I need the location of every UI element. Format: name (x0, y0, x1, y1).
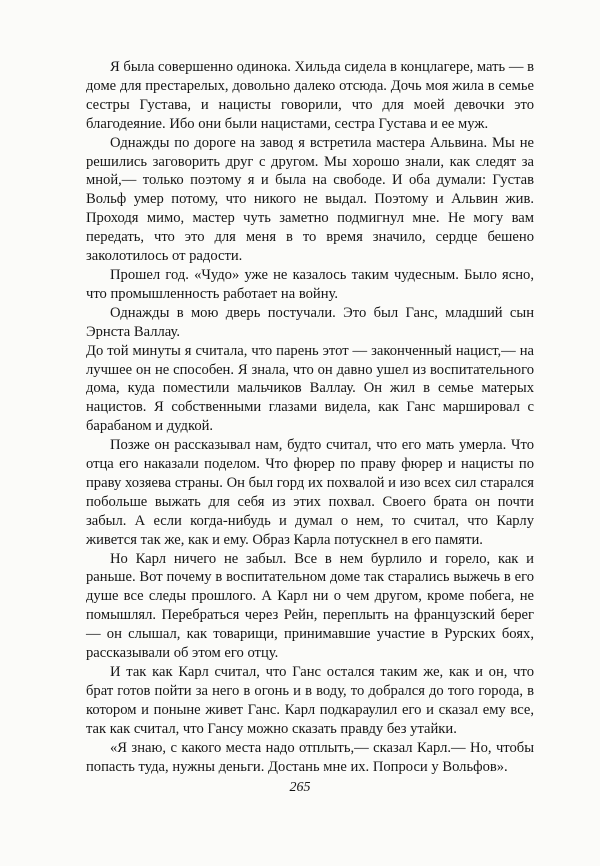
paragraph: Однажды в мою дверь постучали. Это был Ганс, младший сын Эрнста Валлау. (86, 304, 534, 340)
paragraph: Но Карл ничего не забыл. Все в нем бурлило и горело, как и раньше. Вот почему в воспитательном доме так старались выжечь в его душе все следы прошлого. А Карл ни о чем другом, кроме побега, не помышлял. Перебраться через Рейн, переплыть на французский берег — он слышал, как товарищи, принимавшие участие в Рурских боях, рассказывали об этом его отцу. (86, 550, 534, 662)
paragraph: Позже он рассказывал нам, будто считал, что его мать умерла. Что отца его наказали поделом. Что фюрер по праву фюрер и нацисты по праву хозяева страны. Он был горд их похвалой и изо всех сил старался побольше выжать для себя из этих похвал. Своего брата он почти забыл. А если когда-нибудь и думал о нем, то считал, что Карлу живется так же, как и ему. Образ Карла потускнел в его памяти. (86, 437, 534, 548)
paragraph: И так как Карл считал, что Ганс остался таким же, как и он, что брат готов пойти за него в огонь и в воду, то добрался до того города, в котором и поныне живет Ганс. Карл подкараулил его и сказал ему все, так как считал, что Гансу можно сказать правду без утайки. (86, 664, 534, 737)
paragraph: Я была совершенно одинока. Хильда сидела в концлагере, мать — в доме для престарелых, довольно далеко отсюда. Дочь моя жила в семье сестры Густава, и нацисты говорили, что для моей девочки это благодеяние. Ибо они были нацистами, сестра Густава и ее муж. (86, 59, 534, 132)
paragraph: «Я знаю, с какого места надо отплыть,— сказал Карл.— Но, чтобы попасть туда, нужны деньги. Достань мне их. Попроси у Вольфов». (86, 739, 534, 775)
book-page-text (86, 58, 534, 776)
paragraph: Прошел год. «Чудо» уже не казалось таким чудесным. Было ясно, что промышленность работает на войну. (86, 266, 534, 302)
paragraph: До той минуты я считала, что парень этот — законченный нацист,— на лучшее он не способен. Я знала, что он давно ушел из воспитательного дома, куда поместили мальчиков Валлау. Он жил в семье матерых нацистов. Я собственными глазами видела, как Ганс маршировал с барабаном и дудкой. (86, 342, 534, 435)
paragraph: Однажды по дороге на завод я встретила мастера Альвина. Мы не решились заговорить друг с другом. Мы хорошо знали, как следят за мной,— только поэтому я и была на свободе. И оба думали: Густав Вольф умер потому, что никого не выдал. Поэтому и Альвин жив. Проходя мимо, мастер чуть заметно подмигнул мне. Не могу вам передать, что это для меня в то время значило, сердце бешено заколотилось от радости. (86, 134, 534, 265)
page-number: 265 (289, 780, 311, 795)
